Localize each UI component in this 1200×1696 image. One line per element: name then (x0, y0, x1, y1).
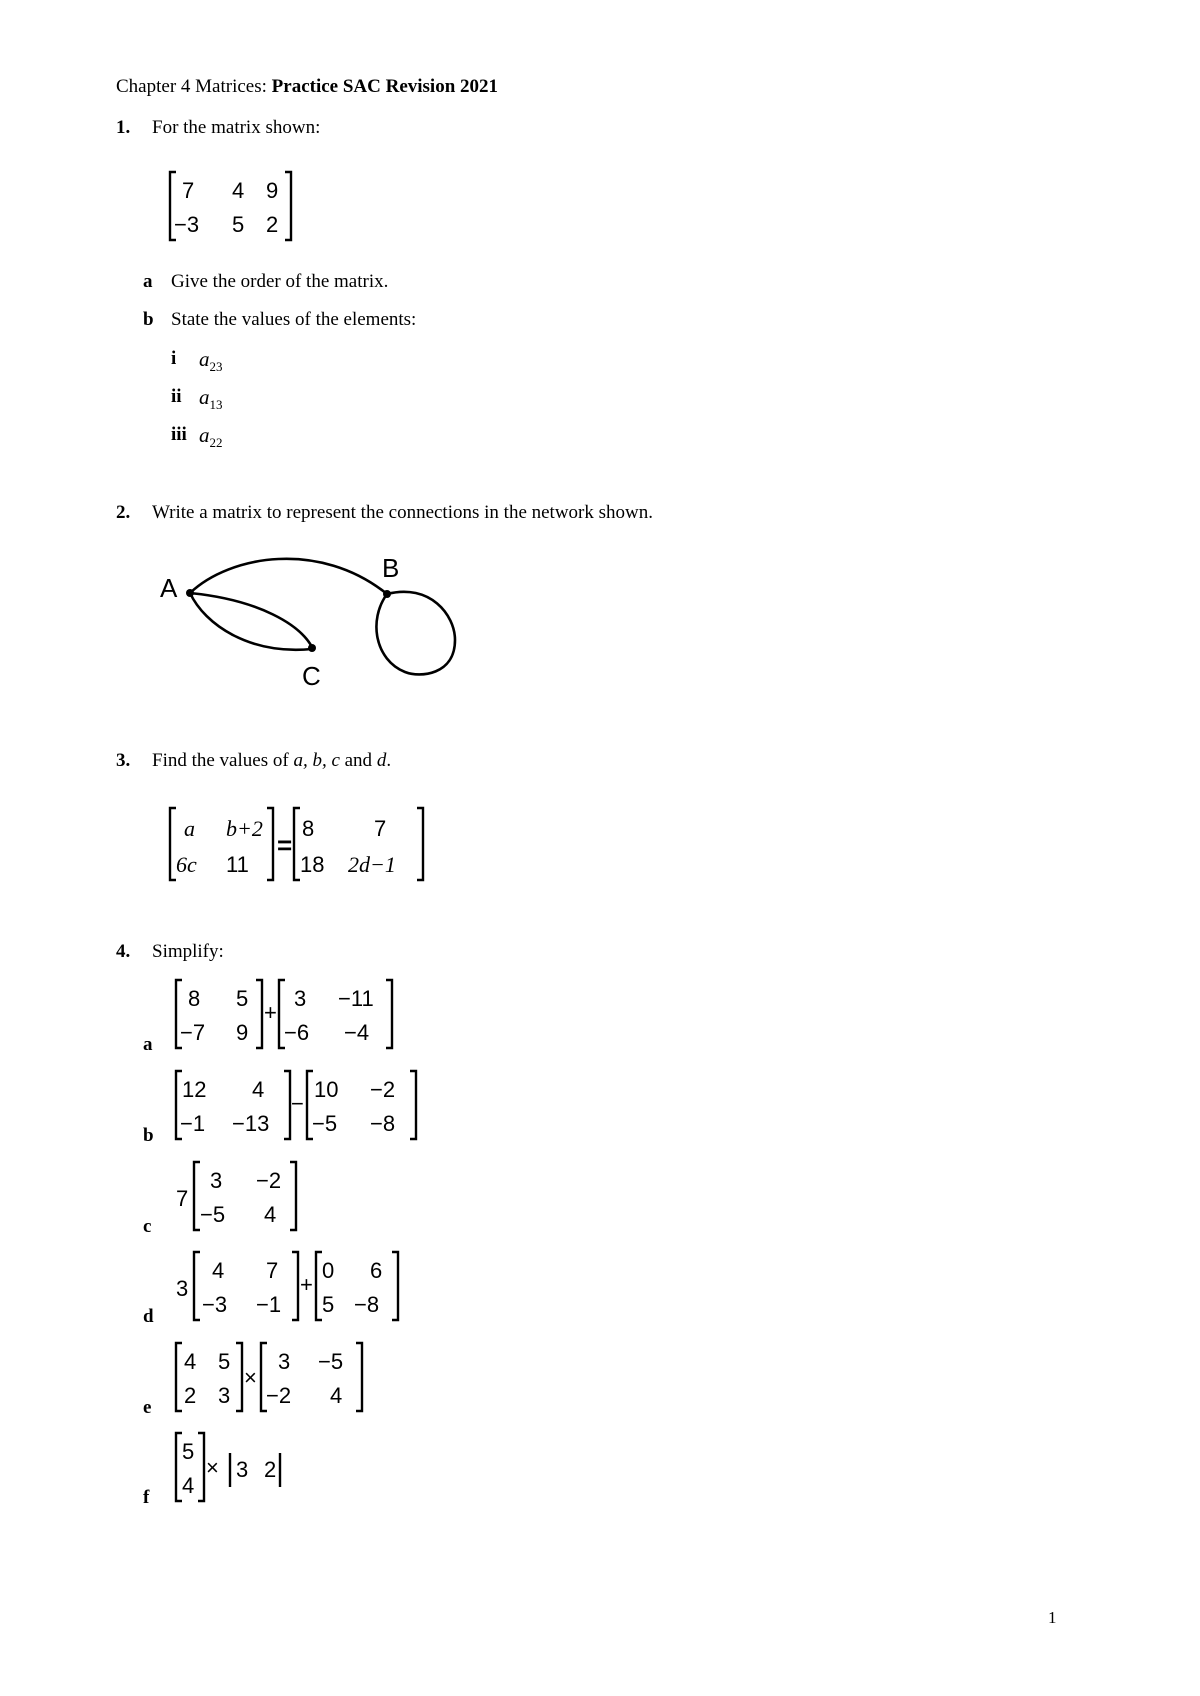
q4f-expression (174, 1431, 294, 1503)
q4d-m2-21: 5 (322, 1292, 335, 1317)
q1-matrix (168, 170, 293, 242)
q1bi-label: i (171, 348, 177, 369)
q3-text: Find the values of a, b, c and d. (152, 750, 392, 771)
q3-number: 3. (116, 750, 131, 771)
q4f-op: × (206, 1455, 219, 1480)
q4d-m1-21: −3 (202, 1292, 228, 1317)
q4e-op: × (244, 1365, 257, 1390)
node-c-dot (308, 644, 316, 652)
q4e-m1-12: 5 (218, 1349, 231, 1374)
q4c-m1-11: 3 (210, 1168, 223, 1193)
page-title (116, 76, 498, 98)
q4f-m1-11: 5 (182, 1439, 195, 1464)
q4b-label: b (143, 1125, 154, 1146)
q1bii-element: $a_{13}$ (199, 385, 223, 412)
q4e-m1-21: 2 (184, 1383, 197, 1408)
q4e-m2-22: 4 (330, 1383, 343, 1408)
q1biii-element: $a_{22}$ (199, 423, 223, 450)
q4d-scalar: 3 (176, 1276, 189, 1301)
edge-a-c-upper (190, 593, 312, 647)
edge-a-c-lower (190, 593, 312, 650)
q1-m-21: −3 (174, 212, 200, 237)
q3-l-11: a (184, 816, 195, 841)
q4a-op: + (264, 1000, 277, 1025)
q4c-expression (174, 1160, 304, 1232)
q3-l-21: 6c (176, 852, 197, 877)
q4a-m2-22: −4 (344, 1020, 370, 1045)
q1a-label: a (143, 271, 153, 292)
q4b-m2-12: −2 (370, 1077, 396, 1102)
q1-m-12: 4 (232, 178, 245, 203)
q4c-m1-22: 4 (264, 1202, 277, 1227)
q4a-label: a (143, 1034, 153, 1055)
q4d-m2-12: 6 (370, 1258, 383, 1283)
q4-text: Simplify: (152, 941, 224, 962)
q4d-m2-11: 0 (322, 1258, 335, 1283)
q4b-expression (174, 1069, 420, 1141)
q3-l-22: 11 (226, 852, 249, 877)
q4b-m1-12: 4 (252, 1077, 265, 1102)
q1bii-label: ii (171, 386, 182, 407)
q1-text: For the matrix shown: (152, 117, 321, 138)
q4a-m1-21: −7 (180, 1020, 206, 1045)
node-c-label: C (302, 661, 321, 691)
q4d-label: d (143, 1306, 154, 1327)
q4b-m2-11: 10 (314, 1077, 339, 1102)
q4e-m2-11: 3 (278, 1349, 291, 1374)
q3-equation (168, 806, 428, 882)
q4e-label: e (143, 1397, 152, 1418)
edge-a-b (190, 559, 387, 594)
q1a-text: Give the order of the matrix. (171, 271, 389, 292)
q4a-m1-22: 9 (236, 1020, 249, 1045)
q4f-m2-12: 2 (264, 1457, 277, 1482)
q4c-scalar: 7 (176, 1186, 189, 1211)
q4a-m2-11: 3 (294, 986, 307, 1011)
q1-m-23: 2 (266, 212, 279, 237)
q4e-expression (174, 1341, 374, 1413)
q4a-expression (174, 978, 404, 1050)
node-b-dot (383, 590, 391, 598)
q4f-m1-21: 4 (182, 1473, 195, 1498)
q4b-m2-22: −8 (370, 1111, 396, 1136)
q1-m-22: 5 (232, 212, 245, 237)
node-a-dot (186, 589, 194, 597)
q3-r-12: 7 (374, 816, 387, 841)
q1bi-element: $a_{23}$ (199, 347, 223, 374)
q3-r-22: 2d−1 (348, 852, 396, 877)
q4d-m1-22: −1 (256, 1292, 282, 1317)
q4c-m1-12: −2 (256, 1168, 282, 1193)
q1b-text: State the values of the elements: (171, 309, 417, 330)
loop-b (376, 592, 455, 675)
q4f-m2-11: 3 (236, 1457, 249, 1482)
q4c-m1-21: −5 (200, 1202, 226, 1227)
q4b-m1-11: 12 (182, 1077, 207, 1102)
q4b-op: − (291, 1091, 304, 1116)
q3-l-12: b+2 (226, 816, 263, 841)
q4b-m1-21: −1 (180, 1111, 206, 1136)
q4d-m1-11: 4 (212, 1258, 225, 1283)
network-diagram (150, 545, 470, 695)
q4a-m2-21: −6 (284, 1020, 310, 1045)
q4d-op: + (300, 1272, 313, 1297)
q4d-m2-22: −8 (354, 1292, 380, 1317)
q4a-m1-11: 8 (188, 986, 201, 1011)
q4b-m2-21: −5 (312, 1111, 338, 1136)
q4a-m1-12: 5 (236, 986, 249, 1011)
q4-number: 4. (116, 941, 131, 962)
q4c-label: c (143, 1216, 152, 1237)
q1biii-label: iii (171, 424, 187, 445)
title-bold: Practice SAC Revision 2021 (271, 76, 499, 97)
q1-number: 1. (116, 117, 131, 138)
q2-text: Write a matrix to represent the connections in the network shown. (152, 502, 654, 523)
chapter-label: Chapter 4 Matrices: (116, 76, 272, 97)
q1-m-11: 7 (182, 178, 195, 203)
q4b-m1-22: −13 (232, 1111, 270, 1136)
q4e-m1-22: 3 (218, 1383, 231, 1408)
q3-equals: = (277, 830, 293, 860)
node-b-label: B (382, 553, 400, 583)
page-number: 1 (1048, 1608, 1057, 1627)
q4a-m2-12: −11 (338, 986, 374, 1011)
q1-m-13: 9 (266, 178, 279, 203)
q4d-m1-12: 7 (266, 1258, 279, 1283)
q4e-m1-11: 4 (184, 1349, 197, 1374)
q4e-m2-12: −5 (318, 1349, 344, 1374)
q4e-m2-21: −2 (266, 1383, 292, 1408)
node-a-label: A (160, 573, 178, 603)
q2-number: 2. (116, 502, 131, 523)
q4f-label: f (143, 1487, 150, 1508)
q1b-label: b (143, 309, 154, 330)
q3-r-21: 18 (300, 852, 325, 877)
q3-r-11: 8 (302, 816, 315, 841)
q4d-expression (174, 1250, 404, 1322)
